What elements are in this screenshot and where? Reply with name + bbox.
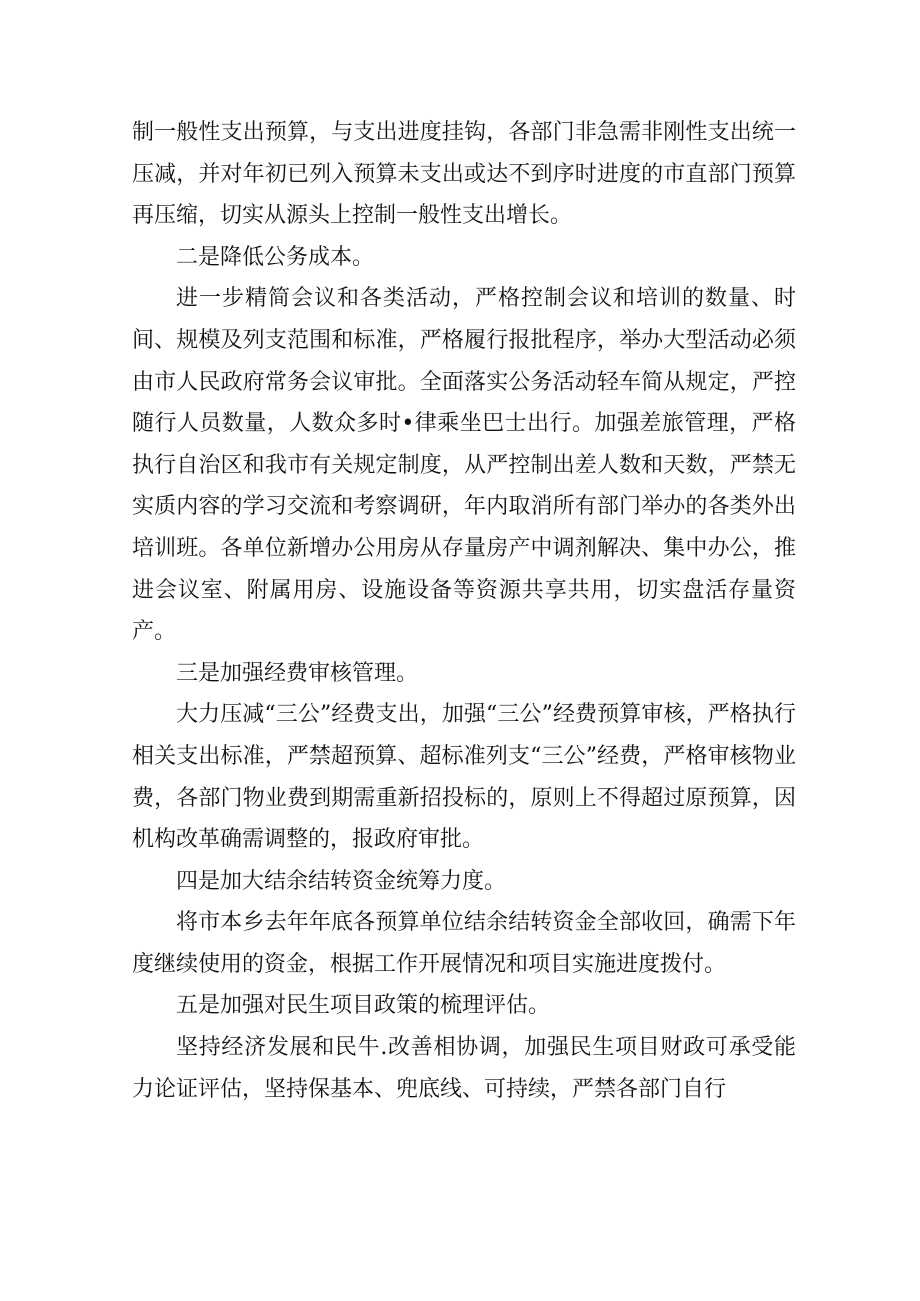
- section-heading: 五是加强对民生项目政策的梳理评估。: [176, 993, 551, 1019]
- section-heading: 四是加大结余结转资金统筹力度。: [176, 868, 507, 894]
- body-paragraph: 进一步精简会议和各类活动，严格控制会议和培训的数量、时间、规模及列支范围和标准，严格履行报批程序，举办大型活动必须由市人民政府常务会议审批。全面落实公务活动轻车简从规定，严控随行人员数量，人数众多时•律乘坐巴士出行。加强差旅管理，严格执行自治区和我市有关规定制度，从严控制出差人数和天数，严禁无实质内容的学习交流和考察调研，年内取消所有部门举办的各类外出培训班。各单位新增办公用房从存量房产中调剂解决、集中办公，推进会议室、附属用房、设施设备等资源共享共用，切实盘活存量资产。: [132, 286, 796, 645]
- body-paragraph: 制一般性支出预算，与支出进度挂钩，各部门非急需非刚性支出统一压减，并对年初已列入预算未支出或达不到序时进度的市直部门预算再压缩，切实从源头上控制一般性支出增长。: [132, 120, 796, 229]
- body-paragraph: 坚持经济发展和民牛.改善相协调，加强民生项目财政可承受能力论证评估，坚持保基本、兜底线、可持续，严禁各部门自行: [132, 1035, 796, 1102]
- body-paragraph: 大力压减“三公”经费支出，加强“三公”经费预算审核，严格执行相关支出标准，严禁超预算、超标准列支“三公”经费，严格审核物业费，各部门物业费到期需重新招投标的，原则上不得超过原预算，因机构改革确需调整的，报政府审批。: [132, 702, 796, 853]
- section-heading: 三是加强经费审核管理。: [176, 660, 419, 686]
- section-heading: 二是降低公务成本。: [176, 244, 375, 270]
- body-paragraph: 将市本乡去年年底各预算单位结余结转资金全部收回，确需下年度继续使用的资金，根据工作开展情况和项目实施进度拨付。: [132, 910, 796, 977]
- document-page: [132, 112, 796, 1110]
